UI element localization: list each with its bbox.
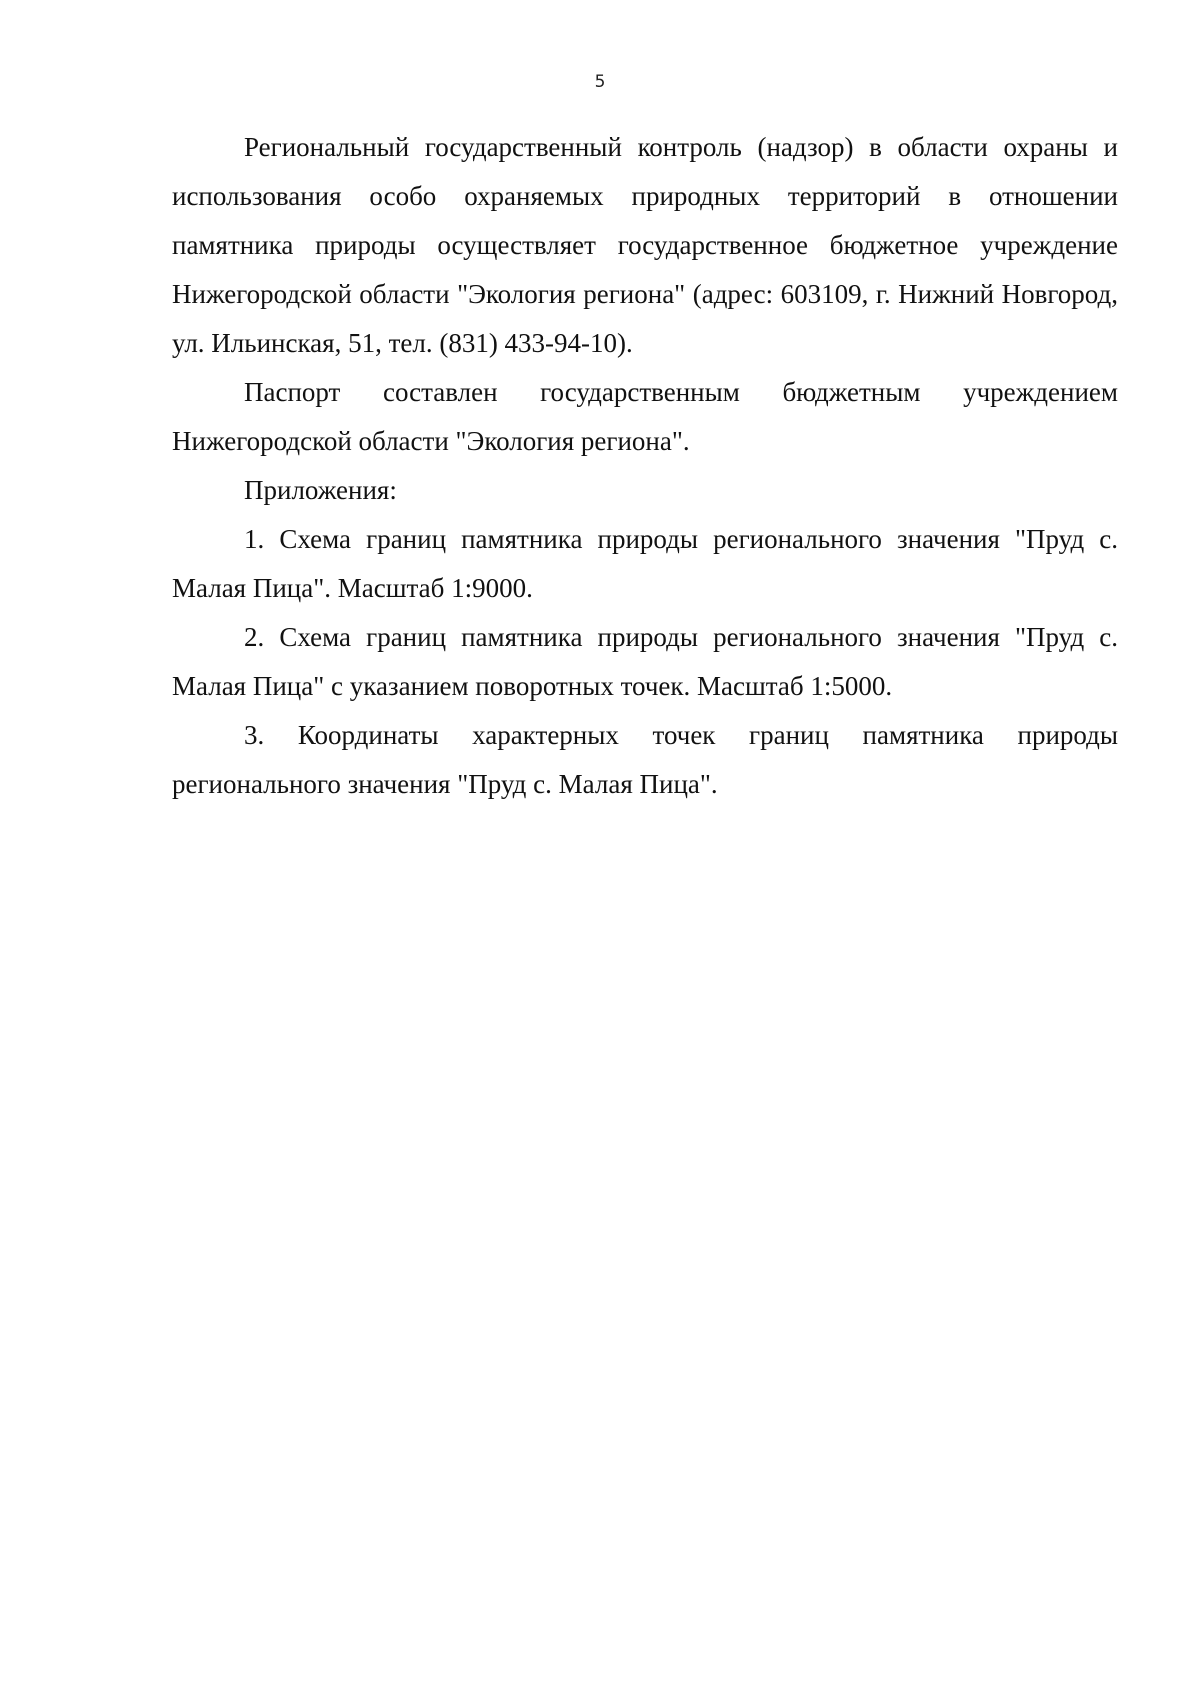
- appendix-item-1: 1. Схема границ памятника природы регионального значения "Пруд с. Малая Пица". Масштаб 1:9000.: [172, 524, 1118, 603]
- paragraph-passport-author: Паспорт составлен государственным бюджетным учреждением Нижегородской области "Экология региона".: [172, 377, 1118, 456]
- paragraph-control-authority: Региональный государственный контроль (надзор) в области охраны и использования особо охраняемых природных территорий в отношении памятника природы осуществляет государственное бюджетное учреждение Нижегородской области "Экология региона" (адрес: 603109, г. Нижний Новгород, ул. Ильинская, 51, тел. (831) 433-94-10).: [172, 132, 1118, 358]
- document-body: [172, 123, 1118, 809]
- page-number: 5: [594, 72, 606, 92]
- appendix-item-3: 3. Координаты характерных точек границ памятника природы регионального значения "Пруд с. Малая Пица".: [172, 720, 1118, 799]
- appendix-item-2: 2. Схема границ памятника природы регионального значения "Пруд с. Малая Пица" с указанием поворотных точек. Масштаб 1:5000.: [172, 622, 1118, 701]
- appendices-heading: Приложения:: [244, 475, 397, 505]
